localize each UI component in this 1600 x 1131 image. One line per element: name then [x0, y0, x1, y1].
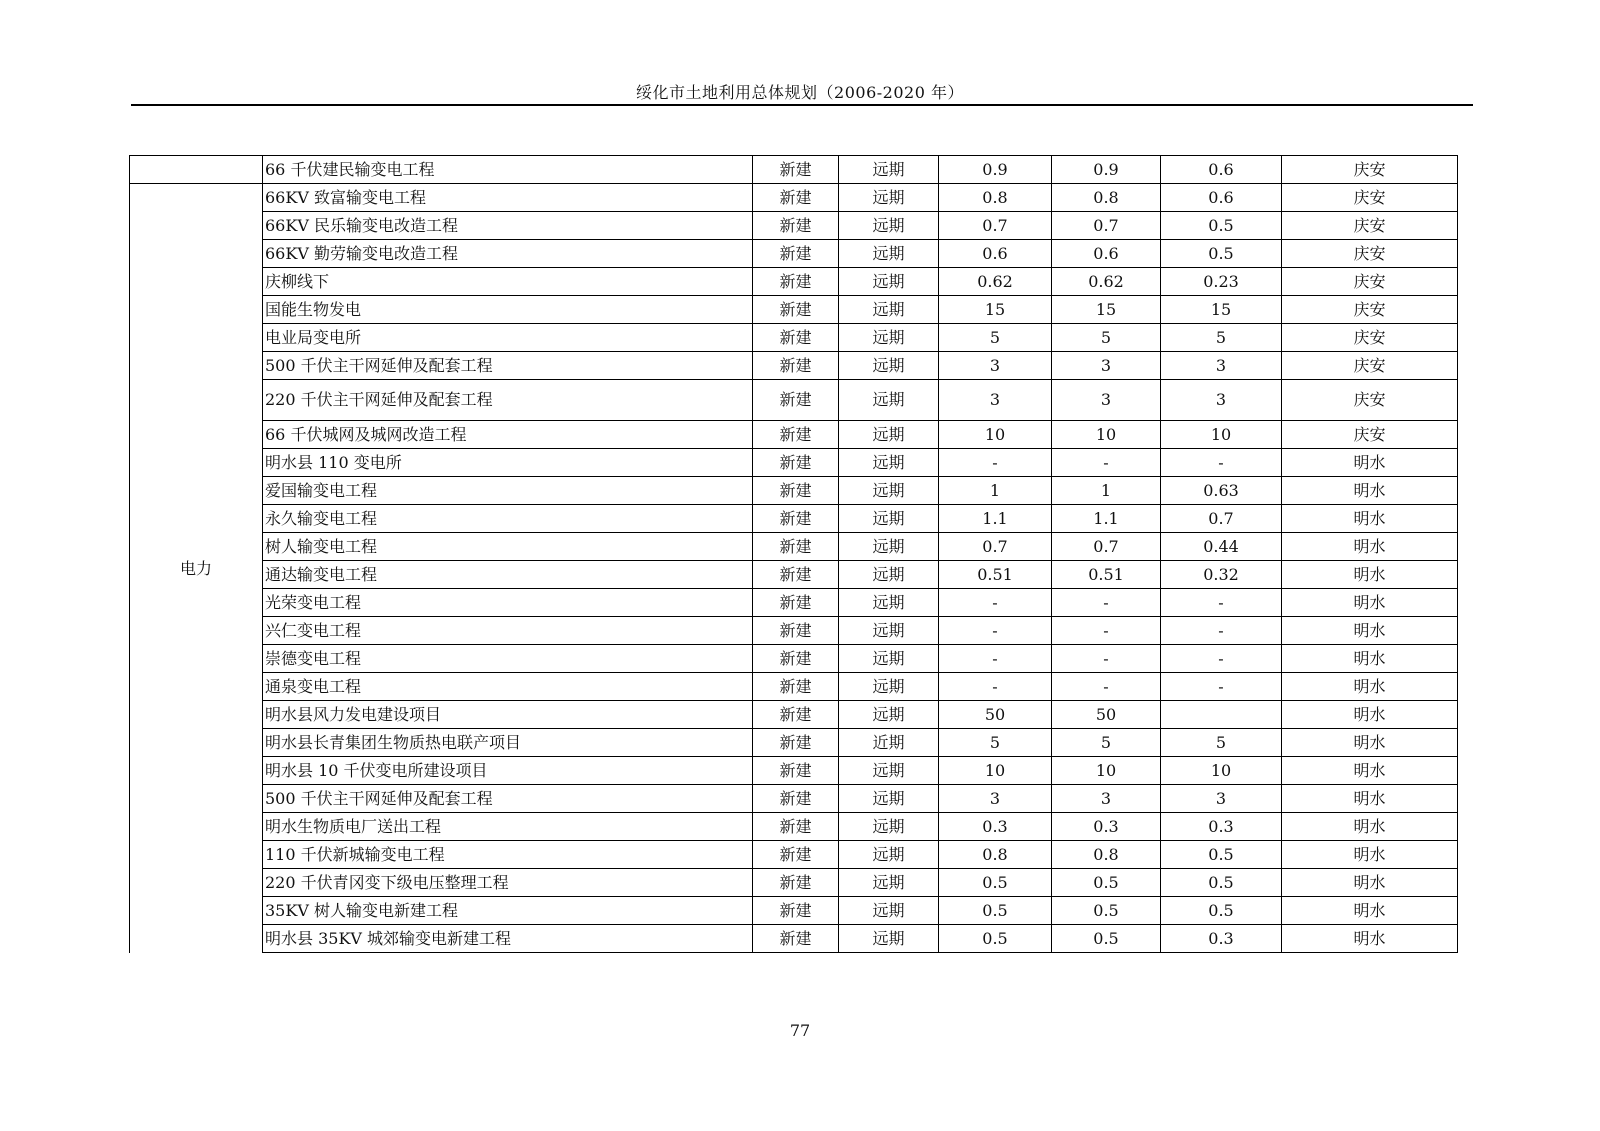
value-1-cell: 3 — [939, 785, 1052, 813]
project-name-cell: 66 千伏建民输变电工程 — [263, 156, 753, 184]
value-2-cell: 0.5 — [1052, 869, 1161, 897]
value-2-cell: 0.8 — [1052, 841, 1161, 869]
project-name-cell: 66 千伏城网及城网改造工程 — [263, 421, 753, 449]
period-cell: 远期 — [839, 352, 939, 380]
construction-type-cell: 新建 — [753, 212, 839, 240]
value-2-cell: - — [1052, 449, 1161, 477]
header-rule — [131, 104, 1473, 106]
value-3-cell: 0.63 — [1161, 477, 1282, 505]
period-cell: 远期 — [839, 869, 939, 897]
period-cell: 远期 — [839, 925, 939, 953]
value-3-cell: 0.6 — [1161, 156, 1282, 184]
value-1-cell: - — [939, 449, 1052, 477]
value-2-cell: - — [1052, 617, 1161, 645]
construction-type-cell: 新建 — [753, 617, 839, 645]
value-1-cell: - — [939, 673, 1052, 701]
value-3-cell: 0.3 — [1161, 813, 1282, 841]
project-name-cell: 明水县 10 千伏变电所建设项目 — [263, 757, 753, 785]
value-1-cell: 0.51 — [939, 561, 1052, 589]
table-row — [130, 617, 1458, 645]
value-3-cell: 10 — [1161, 757, 1282, 785]
period-cell: 远期 — [839, 701, 939, 729]
construction-type-cell: 新建 — [753, 925, 839, 953]
page-number: 77 — [789, 1021, 811, 1040]
table-body — [130, 156, 1458, 953]
period-cell: 远期 — [839, 212, 939, 240]
construction-type-cell: 新建 — [753, 813, 839, 841]
table-row — [130, 296, 1458, 324]
location-cell: 明水 — [1282, 757, 1458, 785]
construction-type-cell: 新建 — [753, 380, 839, 421]
period-cell: 远期 — [839, 589, 939, 617]
construction-type-cell: 新建 — [753, 897, 839, 925]
construction-type-cell: 新建 — [753, 268, 839, 296]
table-row — [130, 813, 1458, 841]
period-cell: 远期 — [839, 156, 939, 184]
value-1-cell: 5 — [939, 324, 1052, 352]
value-3-cell — [1161, 701, 1282, 729]
construction-type-cell: 新建 — [753, 240, 839, 268]
value-1-cell: 0.62 — [939, 268, 1052, 296]
location-cell: 明水 — [1282, 841, 1458, 869]
period-cell: 远期 — [839, 617, 939, 645]
construction-type-cell: 新建 — [753, 184, 839, 212]
value-2-cell: 15 — [1052, 296, 1161, 324]
value-1-cell: 1.1 — [939, 505, 1052, 533]
value-1-cell: - — [939, 617, 1052, 645]
value-3-cell: 3 — [1161, 352, 1282, 380]
period-cell: 近期 — [839, 729, 939, 757]
project-name-cell: 崇德变电工程 — [263, 645, 753, 673]
value-3-cell: 0.6 — [1161, 184, 1282, 212]
document-header-title: 绥化市土地利用总体规划（2006-2020 年） — [636, 83, 964, 102]
location-cell: 明水 — [1282, 449, 1458, 477]
table-row — [130, 449, 1458, 477]
location-cell: 庆安 — [1282, 268, 1458, 296]
location-cell: 明水 — [1282, 813, 1458, 841]
value-2-cell: 0.3 — [1052, 813, 1161, 841]
period-cell: 远期 — [839, 785, 939, 813]
value-3-cell: 0.44 — [1161, 533, 1282, 561]
value-1-cell: 10 — [939, 757, 1052, 785]
value-1-cell: 3 — [939, 352, 1052, 380]
construction-type-cell: 新建 — [753, 589, 839, 617]
project-name-cell: 明水县长青集团生物质热电联产项目 — [263, 729, 753, 757]
project-table — [129, 155, 1458, 953]
value-3-cell: 0.7 — [1161, 505, 1282, 533]
construction-type-cell: 新建 — [753, 701, 839, 729]
period-cell: 远期 — [839, 421, 939, 449]
construction-type-cell: 新建 — [753, 505, 839, 533]
table-row — [130, 561, 1458, 589]
value-2-cell: 0.9 — [1052, 156, 1161, 184]
table-row — [130, 380, 1458, 421]
project-name-cell: 明水县 110 变电所 — [263, 449, 753, 477]
value-1-cell: - — [939, 589, 1052, 617]
construction-type-cell: 新建 — [753, 296, 839, 324]
period-cell: 远期 — [839, 505, 939, 533]
construction-type-cell: 新建 — [753, 477, 839, 505]
value-1-cell: 0.7 — [939, 533, 1052, 561]
location-cell: 庆安 — [1282, 352, 1458, 380]
table-row — [130, 533, 1458, 561]
value-2-cell: 5 — [1052, 324, 1161, 352]
table-row — [130, 421, 1458, 449]
period-cell: 远期 — [839, 757, 939, 785]
value-1-cell: 0.5 — [939, 925, 1052, 953]
category-cell: 电力 — [130, 184, 263, 953]
value-3-cell: 0.5 — [1161, 841, 1282, 869]
construction-type-cell: 新建 — [753, 673, 839, 701]
project-name-cell: 光荣变电工程 — [263, 589, 753, 617]
period-cell: 远期 — [839, 897, 939, 925]
construction-type-cell: 新建 — [753, 324, 839, 352]
value-3-cell: 5 — [1161, 729, 1282, 757]
table-row — [130, 324, 1458, 352]
value-2-cell: 3 — [1052, 352, 1161, 380]
location-cell: 明水 — [1282, 589, 1458, 617]
value-2-cell: 0.51 — [1052, 561, 1161, 589]
value-2-cell: 3 — [1052, 380, 1161, 421]
location-cell: 庆安 — [1282, 296, 1458, 324]
table-row — [130, 589, 1458, 617]
table-row — [130, 841, 1458, 869]
location-cell: 明水 — [1282, 477, 1458, 505]
value-3-cell: 0.5 — [1161, 240, 1282, 268]
value-1-cell: 0.8 — [939, 184, 1052, 212]
project-name-cell: 明水县 35KV 城郊输变电新建工程 — [263, 925, 753, 953]
construction-type-cell: 新建 — [753, 561, 839, 589]
project-name-cell: 树人输变电工程 — [263, 533, 753, 561]
project-name-cell: 通达输变电工程 — [263, 561, 753, 589]
value-1-cell: 50 — [939, 701, 1052, 729]
location-cell: 明水 — [1282, 505, 1458, 533]
period-cell: 远期 — [839, 673, 939, 701]
period-cell: 远期 — [839, 841, 939, 869]
value-2-cell: 0.6 — [1052, 240, 1161, 268]
construction-type-cell: 新建 — [753, 785, 839, 813]
value-1-cell: 10 — [939, 421, 1052, 449]
value-3-cell: 0.5 — [1161, 897, 1282, 925]
location-cell: 庆安 — [1282, 212, 1458, 240]
value-2-cell: 1.1 — [1052, 505, 1161, 533]
period-cell: 远期 — [839, 813, 939, 841]
period-cell: 远期 — [839, 324, 939, 352]
location-cell: 明水 — [1282, 869, 1458, 897]
value-3-cell: 10 — [1161, 421, 1282, 449]
table-row — [130, 240, 1458, 268]
table-row — [130, 925, 1458, 953]
project-name-cell: 220 千伏青冈变下级电压整理工程 — [263, 869, 753, 897]
value-3-cell: - — [1161, 645, 1282, 673]
location-cell: 庆安 — [1282, 240, 1458, 268]
project-name-cell: 500 千伏主干网延伸及配套工程 — [263, 785, 753, 813]
project-name-cell: 电业局变电所 — [263, 324, 753, 352]
period-cell: 远期 — [839, 477, 939, 505]
value-1-cell: 0.3 — [939, 813, 1052, 841]
value-1-cell: - — [939, 645, 1052, 673]
table-row — [130, 897, 1458, 925]
value-2-cell: 5 — [1052, 729, 1161, 757]
value-1-cell: 0.7 — [939, 212, 1052, 240]
value-2-cell: 10 — [1052, 421, 1161, 449]
table-row — [130, 184, 1458, 212]
value-3-cell: 15 — [1161, 296, 1282, 324]
table-row — [130, 729, 1458, 757]
period-cell: 远期 — [839, 240, 939, 268]
value-1-cell: 5 — [939, 729, 1052, 757]
value-2-cell: 0.5 — [1052, 925, 1161, 953]
construction-type-cell: 新建 — [753, 421, 839, 449]
project-name-cell: 110 千伏新城输变电工程 — [263, 841, 753, 869]
location-cell: 明水 — [1282, 617, 1458, 645]
value-1-cell: 0.9 — [939, 156, 1052, 184]
project-name-cell: 66KV 致富输变电工程 — [263, 184, 753, 212]
value-3-cell: - — [1161, 617, 1282, 645]
construction-type-cell: 新建 — [753, 156, 839, 184]
value-2-cell: 0.7 — [1052, 212, 1161, 240]
table-row — [130, 156, 1458, 184]
value-3-cell: 3 — [1161, 785, 1282, 813]
table-row — [130, 505, 1458, 533]
value-3-cell: 0.5 — [1161, 869, 1282, 897]
period-cell: 远期 — [839, 449, 939, 477]
value-3-cell: 0.32 — [1161, 561, 1282, 589]
value-2-cell: 0.7 — [1052, 533, 1161, 561]
table-row — [130, 645, 1458, 673]
value-3-cell: - — [1161, 589, 1282, 617]
period-cell: 远期 — [839, 268, 939, 296]
construction-type-cell: 新建 — [753, 533, 839, 561]
construction-type-cell: 新建 — [753, 869, 839, 897]
project-name-cell: 通泉变电工程 — [263, 673, 753, 701]
construction-type-cell: 新建 — [753, 757, 839, 785]
location-cell: 明水 — [1282, 533, 1458, 561]
period-cell: 远期 — [839, 296, 939, 324]
value-2-cell: 1 — [1052, 477, 1161, 505]
construction-type-cell: 新建 — [753, 841, 839, 869]
location-cell: 明水 — [1282, 785, 1458, 813]
period-cell: 远期 — [839, 184, 939, 212]
table-row — [130, 268, 1458, 296]
value-1-cell: 0.6 — [939, 240, 1052, 268]
value-2-cell: 0.8 — [1052, 184, 1161, 212]
project-name-cell: 庆柳线下 — [263, 268, 753, 296]
project-name-cell: 35KV 树人输变电新建工程 — [263, 897, 753, 925]
value-1-cell: 0.5 — [939, 897, 1052, 925]
value-2-cell: - — [1052, 589, 1161, 617]
table-row — [130, 869, 1458, 897]
period-cell: 远期 — [839, 533, 939, 561]
category-cell-continued — [130, 156, 263, 184]
period-cell: 远期 — [839, 645, 939, 673]
location-cell: 明水 — [1282, 729, 1458, 757]
construction-type-cell: 新建 — [753, 729, 839, 757]
location-cell: 明水 — [1282, 925, 1458, 953]
value-3-cell: 5 — [1161, 324, 1282, 352]
location-cell: 明水 — [1282, 701, 1458, 729]
value-3-cell: - — [1161, 449, 1282, 477]
table-row — [130, 212, 1458, 240]
value-1-cell: 3 — [939, 380, 1052, 421]
location-cell: 庆安 — [1282, 421, 1458, 449]
value-1-cell: 0.5 — [939, 869, 1052, 897]
value-2-cell: - — [1052, 645, 1161, 673]
value-2-cell: 0.62 — [1052, 268, 1161, 296]
table-row — [130, 673, 1458, 701]
project-name-cell: 66KV 民乐输变电改造工程 — [263, 212, 753, 240]
project-name-cell: 永久输变电工程 — [263, 505, 753, 533]
location-cell: 明水 — [1282, 673, 1458, 701]
table-row — [130, 352, 1458, 380]
table-row — [130, 477, 1458, 505]
table-row — [130, 757, 1458, 785]
value-2-cell: 0.5 — [1052, 897, 1161, 925]
project-name-cell: 明水生物质电厂送出工程 — [263, 813, 753, 841]
value-2-cell: - — [1052, 673, 1161, 701]
project-name-cell: 兴仁变电工程 — [263, 617, 753, 645]
location-cell: 庆安 — [1282, 324, 1458, 352]
location-cell: 明水 — [1282, 561, 1458, 589]
project-name-cell: 500 千伏主干网延伸及配套工程 — [263, 352, 753, 380]
project-name-cell: 国能生物发电 — [263, 296, 753, 324]
location-cell: 明水 — [1282, 897, 1458, 925]
location-cell: 明水 — [1282, 645, 1458, 673]
project-name-cell: 220 千伏主干网延伸及配套工程 — [263, 380, 753, 421]
construction-type-cell: 新建 — [753, 449, 839, 477]
value-1-cell: 1 — [939, 477, 1052, 505]
project-name-cell: 爱国输变电工程 — [263, 477, 753, 505]
value-3-cell: 0.5 — [1161, 212, 1282, 240]
location-cell: 庆安 — [1282, 184, 1458, 212]
value-1-cell: 15 — [939, 296, 1052, 324]
location-cell: 庆安 — [1282, 380, 1458, 421]
table-row — [130, 701, 1458, 729]
value-3-cell: 3 — [1161, 380, 1282, 421]
value-1-cell: 0.8 — [939, 841, 1052, 869]
period-cell: 远期 — [839, 380, 939, 421]
construction-type-cell: 新建 — [753, 645, 839, 673]
period-cell: 远期 — [839, 561, 939, 589]
project-name-cell: 明水县风力发电建设项目 — [263, 701, 753, 729]
value-3-cell: - — [1161, 673, 1282, 701]
value-2-cell: 50 — [1052, 701, 1161, 729]
project-name-cell: 66KV 勤劳输变电改造工程 — [263, 240, 753, 268]
table-row — [130, 785, 1458, 813]
value-3-cell: 0.23 — [1161, 268, 1282, 296]
value-2-cell: 10 — [1052, 757, 1161, 785]
construction-type-cell: 新建 — [753, 352, 839, 380]
value-3-cell: 0.3 — [1161, 925, 1282, 953]
location-cell: 庆安 — [1282, 156, 1458, 184]
value-2-cell: 3 — [1052, 785, 1161, 813]
